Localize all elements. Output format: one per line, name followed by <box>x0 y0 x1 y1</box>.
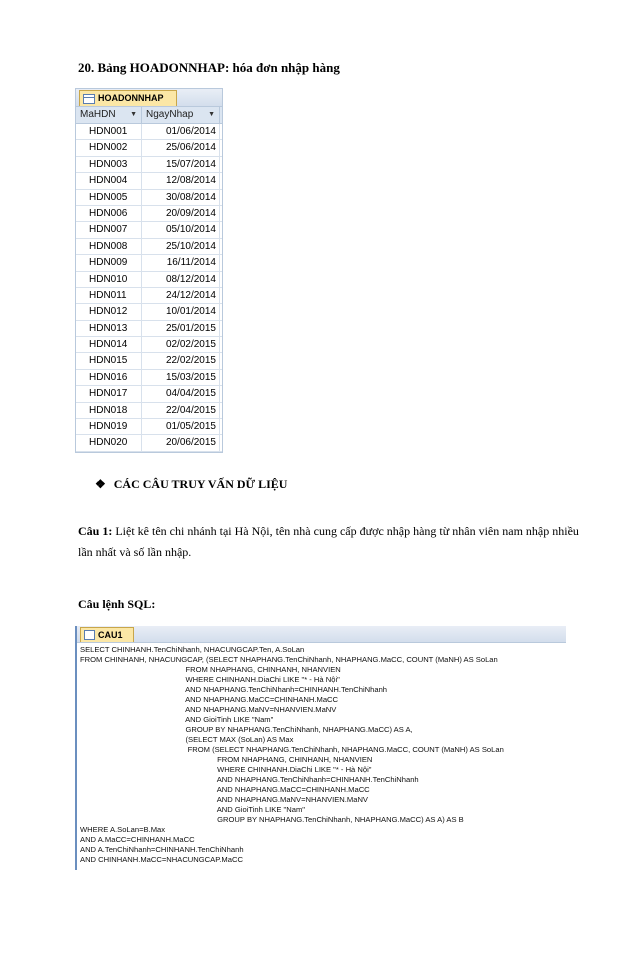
table-row[interactable] <box>76 272 222 288</box>
table-row[interactable] <box>76 140 222 156</box>
table-row[interactable] <box>76 370 222 386</box>
query-tab-label: CAU1 <box>98 630 123 640</box>
sql-line: (SELECT MAX (SoLan) AS Max <box>80 735 294 744</box>
cell-mahdn[interactable]: HDN013 <box>76 321 142 336</box>
cell-ngaynhap[interactable]: 22/02/2015 <box>142 353 220 368</box>
sql-line: AND A.MaCC=CHINHANH.MaCC <box>80 835 195 844</box>
question-1-text: Liệt kê tên chi nhánh tại Hà Nội, tên nhà cung cấp được nhập hàng từ nhân viên nam nhập nhiều lần nhất và số lần nhập. <box>78 524 579 559</box>
sql-line: AND NHAPHANG.MaNV=NHANVIEN.MaNV <box>80 705 337 714</box>
sql-line: WHERE A.SoLan=B.Max <box>80 825 166 834</box>
sql-line: FROM CHINHANH, NHACUNGCAP, (SELECT NHAPHANG.TenChiNhanh, NHAPHANG.MaCC, COUNT (MaNH) AS SoLan <box>80 655 498 664</box>
table-row[interactable] <box>76 353 222 369</box>
table-body <box>76 124 222 452</box>
table-row[interactable] <box>76 435 222 451</box>
sql-line: GROUP BY NHAPHANG.TenChiNhanh, NHAPHANG.MaCC) AS A) AS B <box>80 815 464 824</box>
query-tab-bar <box>77 626 566 643</box>
table-row[interactable] <box>76 386 222 402</box>
question-1-label: Câu 1: <box>78 524 113 538</box>
sql-line: AND GioiTinh LIKE "Nam" <box>80 805 305 814</box>
cell-ngaynhap[interactable]: 15/03/2015 <box>142 370 220 385</box>
cell-mahdn[interactable]: HDN019 <box>76 419 142 434</box>
cell-mahdn[interactable]: HDN017 <box>76 386 142 401</box>
table-row[interactable] <box>76 157 222 173</box>
cell-mahdn[interactable]: HDN014 <box>76 337 142 352</box>
sql-line: FROM (SELECT NHAPHANG.TenChiNhanh, NHAPHANG.MaCC, COUNT (MaNH) AS SoLan <box>80 745 504 754</box>
cell-ngaynhap[interactable]: 25/01/2015 <box>142 321 220 336</box>
query-window <box>75 626 566 870</box>
sql-line: AND NHAPHANG.TenChiNhanh=CHINHANH.TenChiNhanh <box>80 685 388 694</box>
diamond-bullet-icon: ❖ <box>95 477 106 491</box>
table-icon <box>83 94 95 104</box>
table-row[interactable] <box>76 337 222 353</box>
cell-mahdn[interactable]: HDN007 <box>76 222 142 237</box>
cell-ngaynhap[interactable]: 05/10/2014 <box>142 222 220 237</box>
sql-line: AND NHAPHANG.MaCC=CHINHANH.MaCC <box>80 695 339 704</box>
sql-line: WHERE CHINHANH.DiaChi LIKE "* - Hà Nội" <box>80 765 372 774</box>
cell-mahdn[interactable]: HDN004 <box>76 173 142 188</box>
table-row[interactable] <box>76 288 222 304</box>
table-row[interactable] <box>76 124 222 140</box>
table-row[interactable] <box>76 419 222 435</box>
cell-mahdn[interactable]: HDN012 <box>76 304 142 319</box>
sql-line: AND GioiTinh LIKE "Nam" <box>80 715 274 724</box>
sql-line: AND NHAPHANG.MaCC=CHINHANH.MaCC <box>80 785 370 794</box>
access-table-window <box>75 88 223 453</box>
table-row[interactable] <box>76 255 222 271</box>
table-row[interactable] <box>76 173 222 189</box>
queries-section-heading <box>95 477 287 492</box>
dropdown-arrow-icon[interactable]: ▼ <box>208 111 215 118</box>
sql-editor[interactable] <box>77 643 566 865</box>
table-row[interactable] <box>76 239 222 255</box>
query-icon <box>84 630 95 640</box>
sql-line: AND NHAPHANG.TenChiNhanh=CHINHANH.TenChiNhanh <box>80 775 419 784</box>
cell-ngaynhap[interactable]: 22/04/2015 <box>142 403 220 418</box>
column-header-label: NgayNhap <box>146 109 194 120</box>
table-row[interactable] <box>76 321 222 337</box>
cell-ngaynhap[interactable]: 15/07/2014 <box>142 157 220 172</box>
table-row[interactable] <box>76 190 222 206</box>
sql-line: WHERE CHINHANH.DiaChi LIKE "* - Hà Nội" <box>80 675 340 684</box>
cell-ngaynhap[interactable]: 16/11/2014 <box>142 255 220 270</box>
cell-mahdn[interactable]: HDN002 <box>76 140 142 155</box>
cell-ngaynhap[interactable]: 04/04/2015 <box>142 386 220 401</box>
sql-line: AND NHAPHANG.MaNV=NHANVIEN.MaNV <box>80 795 368 804</box>
cell-mahdn[interactable]: HDN020 <box>76 435 142 450</box>
cell-ngaynhap[interactable]: 20/09/2014 <box>142 206 220 221</box>
cell-ngaynhap[interactable]: 25/06/2014 <box>142 140 220 155</box>
question-1 <box>78 521 583 563</box>
cell-mahdn[interactable]: HDN001 <box>76 124 142 139</box>
cell-ngaynhap[interactable]: 02/02/2015 <box>142 337 220 352</box>
column-header-ngaynhap[interactable] <box>142 107 220 123</box>
cell-mahdn[interactable]: HDN009 <box>76 255 142 270</box>
column-header-mahdn[interactable] <box>76 107 142 123</box>
section-20-heading: 20. Bảng HOADONNHAP: hóa đơn nhập hàng <box>78 60 340 75</box>
sql-heading: Câu lệnh SQL: <box>78 597 156 611</box>
sql-line: FROM NHAPHANG, CHINHANH, NHANVIEN <box>80 665 341 674</box>
sql-line: AND CHINHANH.MaCC=NHACUNGCAP.MaCC <box>80 855 243 864</box>
cell-ngaynhap[interactable]: 20/06/2015 <box>142 435 220 450</box>
sql-line: FROM NHAPHANG, CHINHANH, NHANVIEN <box>80 755 373 764</box>
cell-ngaynhap[interactable]: 01/06/2014 <box>142 124 220 139</box>
column-header-label: MaHDN <box>80 109 116 120</box>
tab-hoadonnhap[interactable] <box>79 90 177 106</box>
table-row[interactable] <box>76 304 222 320</box>
queries-section-title: CÁC CÂU TRUY VẤN DỮ LIỆU <box>113 477 288 491</box>
cell-mahdn[interactable]: HDN005 <box>76 190 142 205</box>
cell-ngaynhap[interactable]: 12/08/2014 <box>142 173 220 188</box>
cell-ngaynhap[interactable]: 24/12/2014 <box>142 288 220 303</box>
sql-line: AND A.TenChiNhanh=CHINHANH.TenChiNhanh <box>80 845 244 854</box>
table-header <box>76 107 222 124</box>
cell-mahdn[interactable]: HDN018 <box>76 403 142 418</box>
tab-label: HOADONNHAP <box>98 93 164 103</box>
cell-mahdn[interactable]: HDN016 <box>76 370 142 385</box>
cell-mahdn[interactable]: HDN008 <box>76 239 142 254</box>
cell-ngaynhap[interactable]: 25/10/2014 <box>142 239 220 254</box>
cell-mahdn[interactable]: HDN006 <box>76 206 142 221</box>
table-row[interactable] <box>76 403 222 419</box>
cell-ngaynhap[interactable]: 10/01/2014 <box>142 304 220 319</box>
sql-line: GROUP BY NHAPHANG.TenChiNhanh, NHAPHANG.MaCC) AS A, <box>80 725 413 734</box>
dropdown-arrow-icon[interactable]: ▼ <box>130 111 137 118</box>
table-row[interactable] <box>76 206 222 222</box>
cell-ngaynhap[interactable]: 08/12/2014 <box>142 272 220 287</box>
cell-mahdn[interactable]: HDN003 <box>76 157 142 172</box>
tab-cau1[interactable] <box>80 627 134 642</box>
cell-mahdn[interactable]: HDN015 <box>76 353 142 368</box>
cell-ngaynhap[interactable]: 01/05/2015 <box>142 419 220 434</box>
table-tab-bar <box>76 89 222 107</box>
sql-line: SELECT CHINHANH.TenChiNhanh, NHACUNGCAP.Ten, A.SoLan <box>80 645 305 654</box>
cell-ngaynhap[interactable]: 30/08/2014 <box>142 190 220 205</box>
cell-mahdn[interactable]: HDN011 <box>76 288 142 303</box>
table-row[interactable] <box>76 222 222 238</box>
cell-mahdn[interactable]: HDN010 <box>76 272 142 287</box>
